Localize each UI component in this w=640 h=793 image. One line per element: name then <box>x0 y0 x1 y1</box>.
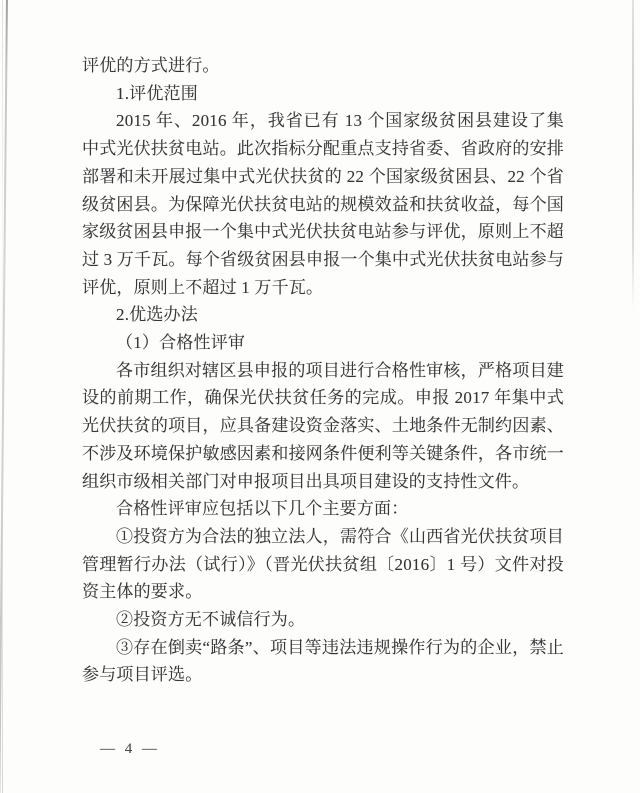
subsection-heading-eligibility-review: （1）合格性评审 <box>116 333 246 353</box>
list-item-1-investor-legal-entity: ①投资方为合法的独立法人，需符合《山西省光伏扶贫项目管理暂行办法（试行）》（晋光伏扶贫组〔2016〕1 号）文件对投资主体的要求。 <box>82 526 564 602</box>
paragraph-eligibility-review: 各市组织对辖区县申报的项目进行合格性审核，严格项目建设的前期工作，确保光伏扶贫任务的完成。申报 2017 年集中式光伏扶贫的项目，应具备建设资金落实、土地条件无制约因素、不涉及环境保护敏感因素和接网条件便利等关键条件，各市统一组织市级相关部门对申报项目出具项目建设的支持性文件。 <box>82 360 564 491</box>
paragraph-review-aspects-lead-in: 合格性评审应包括以下几个主要方面： <box>116 499 409 519</box>
scan-edge-artifact-left-faint <box>2 0 3 793</box>
document-body <box>82 52 564 689</box>
list-item-3-illegal-resale-ban: ③存在倒卖“路条”、项目等违法违规操作行为的企业，禁止参与项目评选。 <box>82 637 564 685</box>
scan-edge-artifact-right <box>632 0 634 310</box>
page-number: — 4 — <box>100 741 160 757</box>
section-heading-evaluation-scope: 1.评优范围 <box>116 83 198 103</box>
paragraph-continuation: 评优的方式进行。 <box>82 56 220 75</box>
section-heading-selection-method: 2.优选办法 <box>116 305 198 325</box>
paragraph-evaluation-scope: 2015 年、2016 年，我省已有 13 个国家级贫困县建设了集中式光伏扶贫电站。此次指标分配重点支持省委、省政府的安排部署和未开展过集中式光伏扶贫的 22 个国家级贫困县、22 个省级贫困县。为保障光伏扶贫电站的规模效益和扶贫收益，每个国家级贫困县申报一个集中式光伏扶贫电站参与评优，原则上不超过 3 万千瓦。每个省级贫困县申报一个集中式光伏扶贫电站参与评优，原则上不超过 1 万千瓦。 <box>82 111 564 297</box>
list-item-2-investor-integrity: ②投资方无不诚信行为。 <box>116 610 306 630</box>
